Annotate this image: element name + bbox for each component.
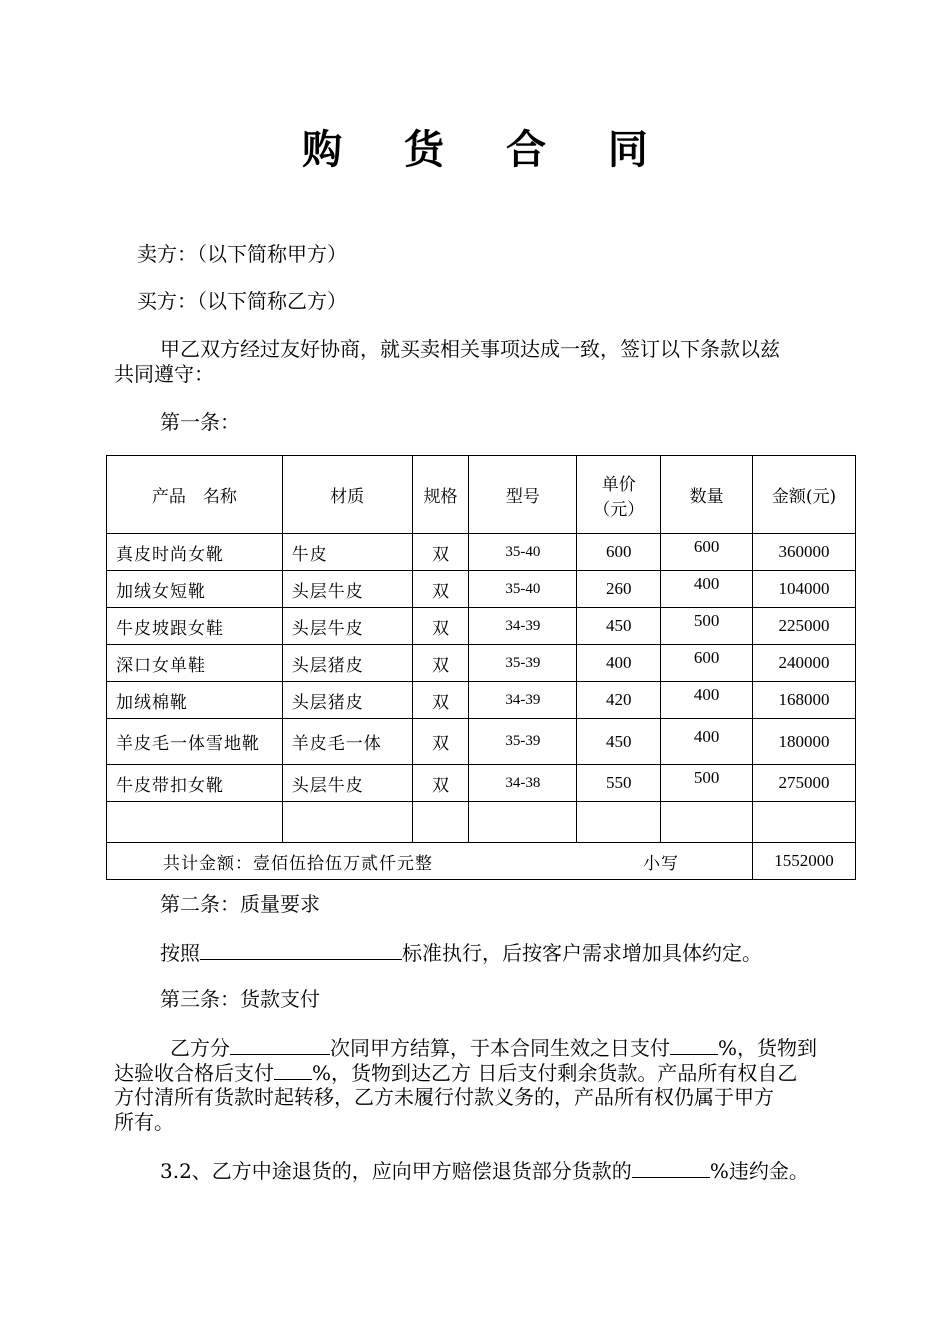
cell-price: 450 bbox=[577, 719, 661, 765]
table-row bbox=[107, 571, 856, 608]
table-row bbox=[107, 645, 856, 682]
article-2-text-b: 标准执行，后按客户需求增加具体约定。 bbox=[402, 941, 762, 965]
goods-table bbox=[106, 455, 856, 880]
intro-line-1: 甲乙双方经过友好协商，就买卖相关事项达成一致，签订以下条款以兹 bbox=[160, 337, 780, 361]
buyer-line: 买方：（以下简称乙方） bbox=[137, 289, 347, 313]
payment-line-3: 方付清所有货款时起转移，乙方未履行付款义务的，产品所有权仍属于甲方 bbox=[114, 1085, 774, 1109]
cell-amount: 360000 bbox=[753, 534, 856, 571]
cell-amount: 240000 bbox=[753, 645, 856, 682]
header-model: 型号 bbox=[469, 456, 577, 534]
empty-cell bbox=[577, 802, 661, 843]
small-label: 小写 bbox=[643, 853, 679, 874]
cell-price: 550 bbox=[577, 765, 661, 802]
cell-qty-value: 500 bbox=[693, 768, 720, 787]
article-2-heading: 第二条：质量要求 bbox=[160, 892, 320, 916]
cell-amount: 104000 bbox=[753, 571, 856, 608]
cell-name: 牛皮带扣女靴 bbox=[107, 765, 283, 802]
header-name: 产品 名称 bbox=[107, 456, 283, 534]
cell-qty bbox=[661, 534, 753, 571]
table-row bbox=[107, 534, 856, 571]
payment-line-2-b: %，货物到达乙方 日后支付剩余货款。产品所有权自乙 bbox=[312, 1061, 798, 1085]
payment-text-a: 乙方分 bbox=[170, 1036, 230, 1060]
cell-qty-value: 600 bbox=[693, 648, 720, 667]
payment-line-1 bbox=[170, 1034, 817, 1061]
table-row-empty bbox=[107, 802, 856, 843]
cell-qty bbox=[661, 645, 753, 682]
header-qty: 数量 bbox=[661, 456, 753, 534]
header-price bbox=[577, 456, 661, 534]
cell-qty-value: 400 bbox=[693, 726, 720, 746]
clause-3-2-a: 3.2、乙方中途退货的，应向甲方赔偿退货部分货款的 bbox=[160, 1159, 632, 1183]
table-row bbox=[107, 682, 856, 719]
cell-price: 450 bbox=[577, 608, 661, 645]
cell-material: 头层牛皮 bbox=[282, 608, 412, 645]
cell-qty-value: 600 bbox=[693, 537, 720, 556]
total-label: 共计金额：壹佰伍拾伍万贰仟元整 bbox=[163, 853, 433, 874]
table-row bbox=[107, 765, 856, 802]
cell-model: 35-39 bbox=[469, 645, 577, 682]
cell-model: 35-39 bbox=[469, 719, 577, 765]
cell-name: 深口女单鞋 bbox=[107, 645, 283, 682]
empty-cell bbox=[282, 802, 412, 843]
cell-qty bbox=[661, 608, 753, 645]
cell-name: 加绒棉靴 bbox=[107, 682, 283, 719]
empty-cell bbox=[661, 802, 753, 843]
cell-price: 600 bbox=[577, 534, 661, 571]
payment-line-4: 所有。 bbox=[114, 1110, 174, 1134]
header-amount: 金额(元) bbox=[753, 456, 856, 534]
cell-amount: 168000 bbox=[753, 682, 856, 719]
cell-amount: 225000 bbox=[753, 608, 856, 645]
cell-qty bbox=[661, 765, 753, 802]
cell-material: 头层牛皮 bbox=[282, 765, 412, 802]
cell-spec: 双 bbox=[412, 571, 469, 608]
cell-model: 35-40 bbox=[469, 571, 577, 608]
cell-qty bbox=[661, 719, 753, 765]
cell-name: 加绒女短靴 bbox=[107, 571, 283, 608]
cell-material: 羊皮毛一体 bbox=[282, 719, 412, 765]
table-row bbox=[107, 608, 856, 645]
cell-material: 头层猪皮 bbox=[282, 682, 412, 719]
clause-3-2 bbox=[160, 1157, 809, 1184]
cell-spec: 双 bbox=[412, 534, 469, 571]
article-2-text-a: 按照 bbox=[160, 941, 200, 965]
cell-qty-value: 500 bbox=[693, 611, 720, 630]
payment-text-b: 次同甲方结算，于本合同生效之日支付 bbox=[330, 1036, 670, 1060]
total-value: 1552000 bbox=[753, 843, 856, 880]
cell-amount: 180000 bbox=[753, 719, 856, 765]
cell-model: 34-38 bbox=[469, 765, 577, 802]
article-1-heading: 第一条： bbox=[160, 410, 240, 434]
cell-qty-value: 400 bbox=[693, 685, 720, 704]
cell-spec: 双 bbox=[412, 719, 469, 765]
total-cell bbox=[107, 843, 753, 880]
payment-line-2-a: 达验收合格后支付 bbox=[114, 1061, 274, 1085]
cell-qty bbox=[661, 571, 753, 608]
first-percent-blank bbox=[670, 1034, 718, 1055]
table-header-row bbox=[107, 456, 856, 534]
table-row bbox=[107, 719, 856, 765]
table-total-row bbox=[107, 843, 856, 880]
payment-line-2 bbox=[114, 1059, 797, 1086]
cell-material: 头层猪皮 bbox=[282, 645, 412, 682]
cell-amount: 275000 bbox=[753, 765, 856, 802]
installments-blank bbox=[230, 1034, 330, 1055]
seller-line: 卖方：（以下简称甲方） bbox=[137, 242, 347, 266]
intro-line-2: 共同遵守： bbox=[114, 362, 214, 386]
header-material: 材质 bbox=[282, 456, 412, 534]
cell-name: 羊皮毛一体雪地靴 bbox=[107, 719, 283, 765]
empty-cell bbox=[107, 802, 283, 843]
header-price-line2: （元） bbox=[593, 499, 645, 520]
cell-material: 牛皮 bbox=[282, 534, 412, 571]
penalty-percent-blank bbox=[632, 1157, 710, 1178]
cell-price: 260 bbox=[577, 571, 661, 608]
cell-spec: 双 bbox=[412, 608, 469, 645]
cell-qty bbox=[661, 682, 753, 719]
cell-price: 400 bbox=[577, 645, 661, 682]
empty-cell bbox=[412, 802, 469, 843]
cell-model: 34-39 bbox=[469, 682, 577, 719]
cell-name: 真皮时尚女靴 bbox=[107, 534, 283, 571]
cell-spec: 双 bbox=[412, 682, 469, 719]
empty-cell bbox=[753, 802, 856, 843]
cell-name: 牛皮坡跟女鞋 bbox=[107, 608, 283, 645]
payment-text-c: %，货物到 bbox=[718, 1036, 818, 1060]
cell-material: 头层牛皮 bbox=[282, 571, 412, 608]
second-percent-blank bbox=[274, 1059, 312, 1080]
clause-3-2-b: %违约金。 bbox=[709, 1159, 809, 1183]
header-price-line1: 单价 bbox=[601, 474, 636, 495]
article-2-text bbox=[160, 939, 762, 966]
standard-blank bbox=[200, 939, 402, 960]
cell-model: 34-39 bbox=[469, 608, 577, 645]
header-spec: 规格 bbox=[412, 456, 469, 534]
article-3-heading: 第三条：货款支付 bbox=[160, 987, 320, 1011]
document-title: 购 货 合 同 bbox=[302, 126, 672, 173]
cell-model: 35-40 bbox=[469, 534, 577, 571]
cell-spec: 双 bbox=[412, 645, 469, 682]
cell-price: 420 bbox=[577, 682, 661, 719]
empty-cell bbox=[469, 802, 577, 843]
cell-spec: 双 bbox=[412, 765, 469, 802]
cell-qty-value: 400 bbox=[693, 574, 720, 593]
